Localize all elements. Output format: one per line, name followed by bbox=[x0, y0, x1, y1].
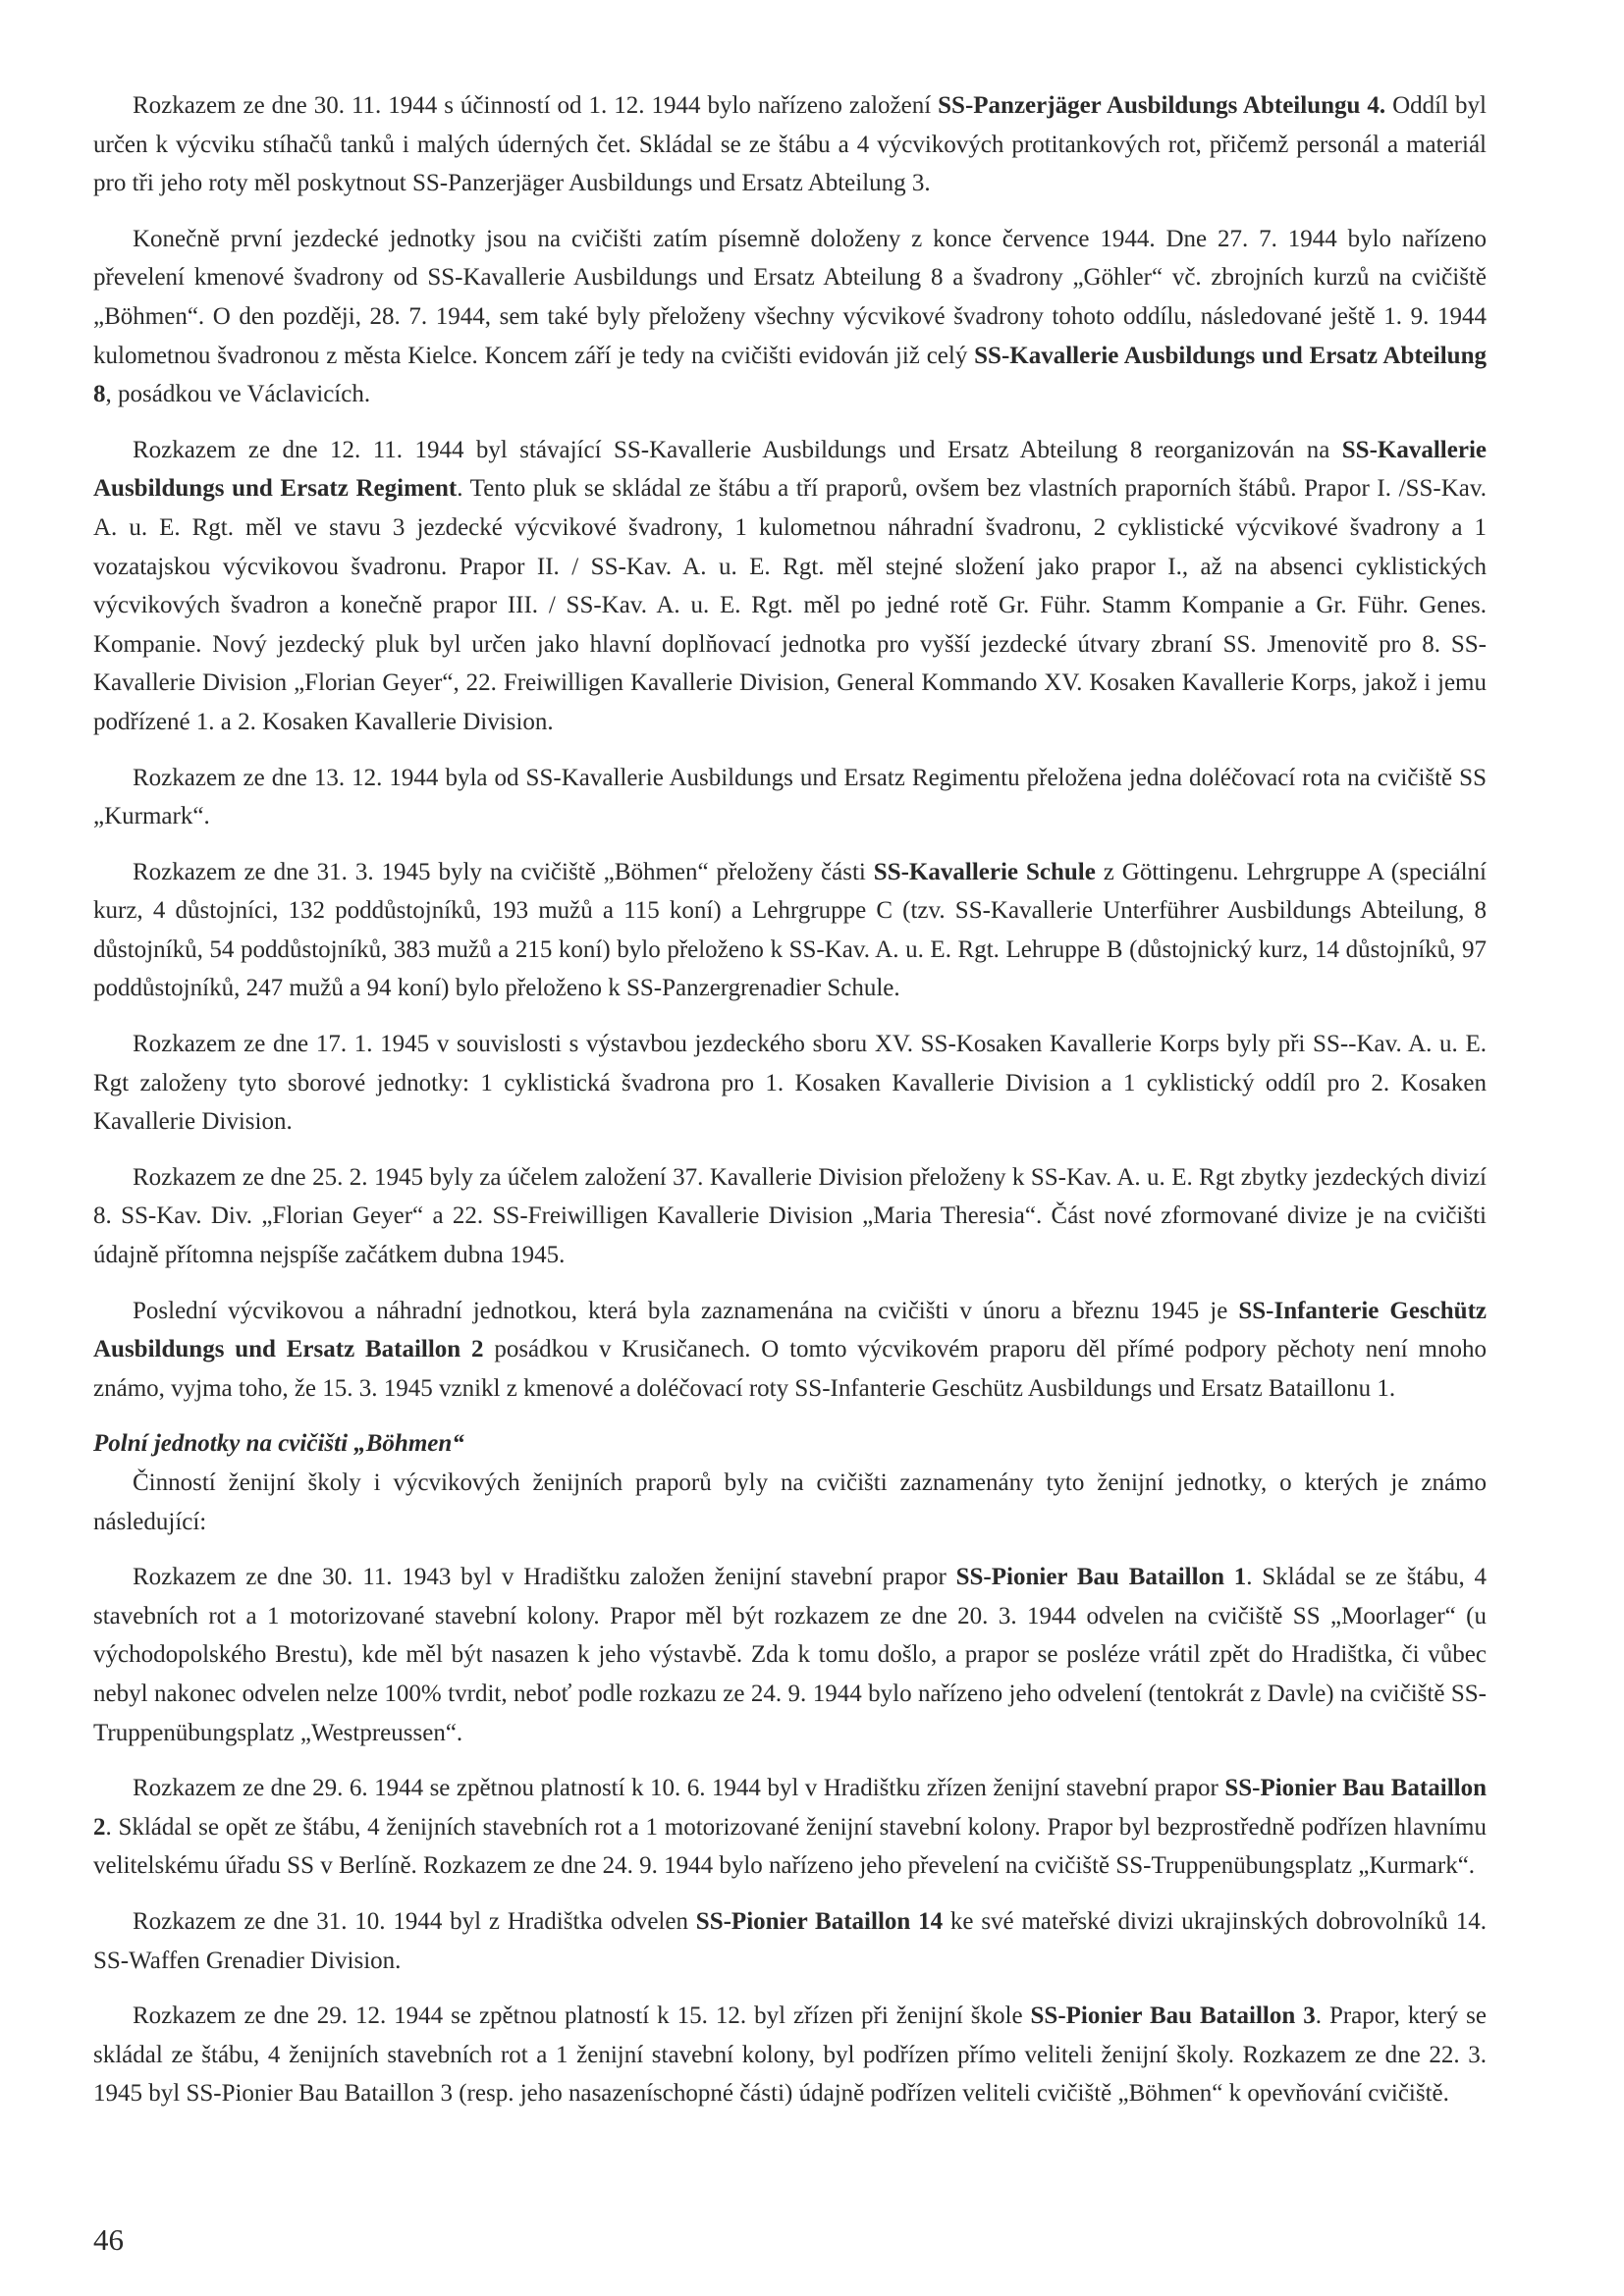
paragraph-text: posádkou v Krusičanech. O tomto výcvikovém praporu děl přímé podpory pěchoty není mnoho známo, vyjma toho, že 15. 3. 1945 vznikl z kmenové a doléčovací roty SS-Infanterie Geschütz Ausbildungs und Ersatz Bataillonu 1. bbox=[93, 1336, 1488, 1402]
paragraph-panzerjager bbox=[93, 86, 1487, 203]
paragraph-kosaken-korps bbox=[93, 1025, 1487, 1142]
paragraph-text: Oddíl byl určen k výcviku stíhačů tanků i malých úderných čet. Skládal se ze štábu a 4 výcvikových protitankových rot, přičemž personál a materiál pro tři jeho roty měl poskytnout SS-Panzerjäger Ausbildungs und Ersatz Abteilung 3. bbox=[93, 92, 1487, 197]
bold-unit-name: SS-Kavallerie Ausbildungs und Ersatz Regiment bbox=[93, 436, 1487, 503]
paragraph-text: Konečně první jezdecké jednotky jsou na cvičišti zatím písemně doloženy z konce července 1944. Dne 27. 7. 1944 bylo nařízeno převelení kmenové švadrony od SS-Kavallerie Ausbildungs und Ersatz Abteilung 8 a švadrony „Göhler“ vč. zbrojních kurzů na cvičiště „Böhmen“. O den později, 28. 7. 1944, sem také byly přeloženy všechny výcvikové švadrony tohoto oddílu, následované ještě 1. 9. 1944 kulometnou švadronou z města Kielce. Koncem září je tedy na cvičišti evidován již celý bbox=[93, 225, 1487, 369]
section-heading: Polní jednotky na cvičišti „Böhmen“ bbox=[93, 1430, 464, 1458]
page-number: 46 bbox=[93, 2222, 124, 2257]
paragraph-infanterie-geschutz bbox=[93, 1292, 1487, 1409]
bold-unit-name: SS-Infanterie Geschütz Ausbildungs und Ersatz Bataillon 2 bbox=[93, 1297, 1487, 1363]
paragraph-text: . Skládal se opět ze štábu, 4 ženijních stavebních rot a 1 motorizované ženijní stavební kolony. Prapor byl bezprostředně podřízen hlavnímu velitelskému úřadu SS v Berlíně. Rozkazem ze dne 24. 9. 1944 bylo nařízeno jeho převelení na cvičiště SS-Truppenübungsplatz „Kurmark“. bbox=[93, 1813, 1487, 1880]
paragraph-text: . Skládal se ze štábu, 4 stavebních rot a 1 motorizované stavební kolony. Prapor měl být rozkazem ze dne 20. 3. 1944 odvelen na cvičiště SS „Moorlager“ (u východopolského Brestu), kde měl být nasazen k jeho výstavbě. Zda k tomu došlo, a prapor se posléze vrátil zpět do Hradištka, či vůbec nebyl nakonec odvelen nelze 100% tvrdit, neboť podle rozkazu ze 24. 9. 1944 bylo nařízeno jeho odvelení (tentokrát z Davle) na cvičiště SS-Truppenübungsplatz „Westpreussen“. bbox=[93, 1564, 1488, 1746]
paragraph-text: Rozkazem ze dne 29. 6. 1944 se zpětnou platností k 10. 6. 1944 byl v Hradištku zřízen ženijní stavební prapor bbox=[133, 1775, 1225, 1802]
section-intro: Činností ženijní školy i výcvikových ženijních praporů byly na cvičišti zaznamenány tyto ženijní jednotky, o kterých je známo následující: bbox=[93, 1469, 1487, 1535]
paragraph-text: Rozkazem ze dne 29. 12. 1944 se zpětnou platností k 15. 12. byl zřízen při ženijní škole bbox=[133, 2002, 1031, 2030]
paragraph-pionier-14 bbox=[93, 1902, 1487, 1980]
paragraph-kavallerie-regiment bbox=[93, 431, 1487, 742]
paragraph-kurmark-rota bbox=[93, 759, 1487, 836]
paragraph-text: Rozkazem ze dne 25. 2. 1945 byly za účelem založení 37. Kavallerie Division přeloženy k SS-Kav. A. u. E. Rgt zbytky jezdeckých divizí 8. SS-Kav. Div. „Florian Geyer“ a 22. SS-Freiwilligen Kavallerie Division „Maria Theresia“. Část nové zformované divize je na cvičišti údajně přítomna nejspíše začátkem dubna 1945. bbox=[93, 1163, 1487, 1269]
paragraph-text: Rozkazem ze dne 30. 11. 1943 byl v Hradištku založen ženijní stavební prapor bbox=[133, 1564, 956, 1591]
paragraph-text: Poslední výcvikovou a náhradní jednotkou, která byla zaznamenána na cvičišti v únoru a březnu 1945 je bbox=[133, 1297, 1239, 1324]
paragraph-text: , posádkou ve Václavicích. bbox=[105, 381, 371, 408]
paragraph-37-division bbox=[93, 1158, 1487, 1275]
paragraph-kavallerie-abteilung bbox=[93, 220, 1487, 414]
bold-unit-name: SS-Pionier Bau Bataillon 1 bbox=[955, 1564, 1247, 1591]
bold-unit-name: SS-Panzerjäger Ausbildungs Abteilungu 4. bbox=[938, 92, 1386, 119]
bold-unit-name: SS-Kavallerie Ausbildungs und Ersatz Abteilung 8 bbox=[93, 342, 1487, 408]
paragraph-text: . Tento pluk se skládal ze štábu a tří praporů, ovšem bez vlastních praporních štábů. Prapor I. /SS-Kav. A. u. E. Rgt. měl ve stavu 3 jezdecké výcvikové švadrony, 1 kulometnou náhradní švadronu, 2 cyklistické výcvikové švadrony a 1 vozatajskou výcvikovou švadronu. Prapor II. / SS-Kav. A. u. E. Rgt. měl stejné složení jako prapor I., až na absenci cyklistických výcvikových švadron a konečně prapor III. / SS-Kav. A. u. E. Rgt. měl po jedné rotě Gr. Führ. Stamm Kompanie a Gr. Führ. Genes. Kompanie. Nový jezdecký pluk byl určen jako hlavní doplňovací jednotka pro vyšší jezdecké útvary zbraní SS. Jmenovitě pro 8. SS-Kavallerie Division „Florian Geyer“, 22. Freiwilligen Kavallerie Division, General Kommando XV. Kosaken Kavallerie Korps, jakož i jemu podřízené 1. a 2. Kosaken Kavallerie Division. bbox=[93, 475, 1487, 735]
paragraph-text: Rozkazem ze dne 17. 1. 1945 v souvislosti s výstavbou jezdeckého sboru XV. SS-Kosaken Kavallerie Korps byly při SS--Kav. A. u. E. Rgt založeny tyto sborové jednotky: 1 cyklistická švadrona pro 1. Kosaken Kavallerie Division a 1 cyklistický oddíl pro 2. Kosaken Kavallerie Division. bbox=[93, 1031, 1487, 1136]
paragraph-text: Rozkazem ze dne 30. 11. 1944 s účinností od 1. 12. 1944 bylo nařízeno založení bbox=[133, 92, 939, 119]
bold-unit-name: SS-Pionier Bau Bataillon 3 bbox=[1030, 2002, 1316, 2030]
paragraph-pionier-bau-1 bbox=[93, 1558, 1487, 1752]
paragraph-text: Rozkazem ze dne 31. 10. 1944 byl z Hradištka odvelen bbox=[133, 1907, 696, 1935]
paragraph-kavallerie-schule bbox=[93, 853, 1487, 1008]
paragraph-text: . Prapor, který se skládal ze štábu, 4 ženijních stavebních rot a 1 ženijní stavební kolony, byl podřízen přímo veliteli ženijní školy. Rozkazem ze dne 22. 3. 1945 byl SS-Pionier Bau Bataillon 3 (resp. jeho nasazeníschopné části) údajně podřízen veliteli cvičiště „Böhmen“ k opevňování cvičiště. bbox=[93, 2002, 1487, 2108]
paragraph-text: ke své mateřské divizi ukrajinských dobrovolníků 14. SS-Waffen Grenadier Division. bbox=[93, 1907, 1487, 1974]
paragraph-text: z Göttingenu. Lehrgruppe A (speciální kurz, 4 důstojníci, 132 poddůstojníků, 193 mužů a 115 koní) a Lehrgruppe C (tzv. SS-Kavallerie Unterführer Ausbildungs Abteilung, 8 důstojníků, 54 poddůstojníků, 383 mužů a 215 koní) bylo přeloženo k SS-Kav. A. u. E. Rgt. Lehruppe B (důstojnický kurz, 14 důstojníků, 97 poddůstojníků, 247 mužů a 94 koní) bylo přeloženo k SS-Panzergrenadier Schule. bbox=[93, 858, 1487, 1002]
bold-unit-name: SS-Pionier Bataillon 14 bbox=[695, 1907, 944, 1935]
paragraph-pionier-bau-3 bbox=[93, 1997, 1487, 2113]
paragraph-pionier-bau-2 bbox=[93, 1769, 1487, 1886]
bold-unit-name: SS-Kavallerie Schule bbox=[873, 858, 1096, 885]
paragraph-text: Rozkazem ze dne 31. 3. 1945 byly na cvičiště „Böhmen“ přeloženy části bbox=[133, 858, 874, 885]
body-text bbox=[93, 86, 1487, 2113]
paragraph-text: Rozkazem ze dne 13. 12. 1944 byla od SS-Kavallerie Ausbildungs und Ersatz Regimentu přeložena jedna doléčovací rota na cvičiště SS „Kurmark“. bbox=[93, 764, 1487, 830]
bold-unit-name: SS-Pionier Bau Bataillon 2 bbox=[93, 1775, 1487, 1841]
paragraph-text: Rozkazem ze dne 12. 11. 1944 byl stávající SS-Kavallerie Ausbildungs und Ersatz Abteilung 8 reorganizován na bbox=[133, 436, 1342, 463]
